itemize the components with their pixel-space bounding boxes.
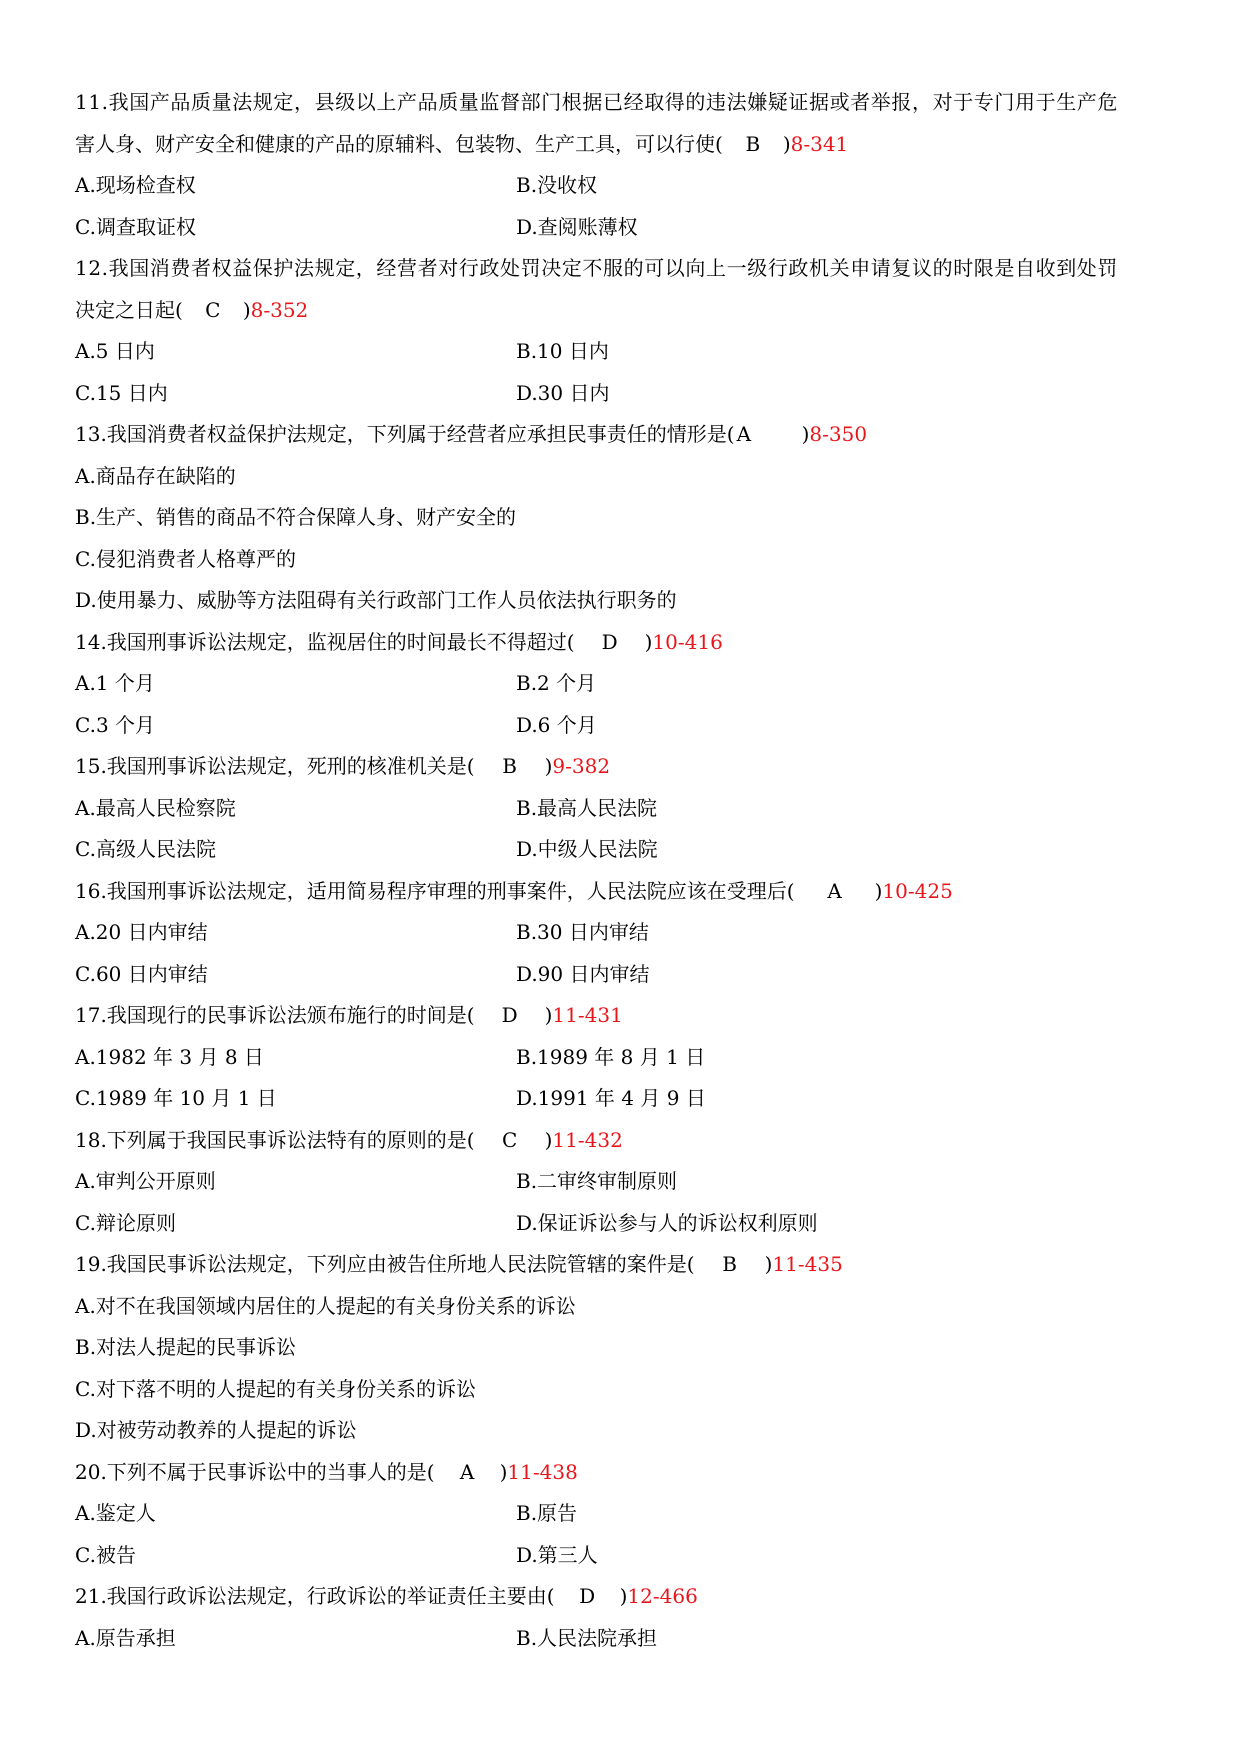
- option-d: D.1991 年 4 月 9 日: [516, 1086, 706, 1110]
- question-16: [75, 871, 1175, 996]
- chapter-page-ref: 10-416: [652, 629, 723, 654]
- question-stem-line: 12.我国消费者权益保护法规定，经营者对行政处罚决定不服的可以向上一级行政机关申请复议的时限是自收到处罚: [75, 256, 1119, 280]
- answer-letter: B: [502, 754, 517, 778]
- option-c: C.60 日内审结: [75, 961, 208, 986]
- question-stem-line: 14.我国刑事诉讼法规定，监视居住的时间最长不得超过( D )10-416: [75, 622, 1175, 664]
- option-a: A.最高人民检察院: [75, 795, 236, 820]
- option-c: C.15 日内: [75, 380, 168, 405]
- option-b: B.最高人民法院: [516, 795, 658, 820]
- chapter-page-ref: 8-350: [809, 422, 868, 446]
- chapter-page-ref: 9-382: [552, 754, 611, 778]
- option-a: A.5 日内: [75, 339, 155, 363]
- option-b: B.原告: [516, 1501, 578, 1525]
- option-a: A.现场检查权: [75, 173, 196, 197]
- chapter-page-ref: 11-438: [507, 1459, 578, 1484]
- chapter-page-ref: 10-425: [882, 878, 953, 903]
- option-c: C.高级人民法院: [75, 837, 216, 861]
- option-b: B.没收权: [516, 173, 598, 197]
- chapter-page-ref: 11-432: [552, 1127, 623, 1152]
- option-c: C.调查取证权: [75, 214, 196, 239]
- option-c: C.3 个月: [75, 712, 156, 737]
- option-b: B.人民法院承担: [516, 1625, 658, 1650]
- option-b: B.2 个月: [516, 671, 597, 695]
- option-c: C.1989 年 10 月 1 日: [75, 1086, 277, 1110]
- question-stem-line: 20.下列不属于民事诉讼中的当事人的是( A )11-438: [75, 1452, 1175, 1494]
- chapter-page-ref: 11-431: [552, 1003, 623, 1027]
- question-stem-line: 11.我国产品质量法规定，县级以上产品质量监督部门根据已经取得的违法嫌疑证据或者举报，对于专门用于生产危: [75, 90, 1119, 114]
- question-stem-line: 13.我国消费者权益保护法规定，下列属于经营者应承担民事责任的情形是( A )8-350: [75, 414, 1175, 456]
- question-21: [75, 1576, 1175, 1659]
- chapter-page-ref: 12-466: [627, 1584, 698, 1608]
- option-d: D.90 日内审结: [516, 961, 650, 986]
- answer-letter: B: [745, 131, 761, 156]
- option-d: D.中级人民法院: [516, 837, 658, 861]
- option-b: B.生产、销售的商品不符合保障人身、财产安全的: [75, 505, 517, 529]
- question-17: [75, 995, 1175, 1120]
- option-d: D.6 个月: [516, 712, 597, 737]
- question-20: [75, 1452, 1175, 1577]
- answer-letter: C: [205, 297, 221, 322]
- option-d: D.保证诉讼参与人的诉讼权利原则: [516, 1210, 818, 1235]
- option-b: B.对法人提起的民事诉讼: [75, 1335, 297, 1359]
- option-d: D.第三人: [516, 1542, 598, 1567]
- option-a: A.鉴定人: [75, 1501, 156, 1525]
- option-a: A.原告承担: [75, 1625, 176, 1650]
- answer-letter: A: [827, 878, 842, 903]
- question-list: [75, 82, 1175, 1659]
- question-19: [75, 1244, 1175, 1452]
- option-b: B.二审终审制原则: [516, 1169, 678, 1193]
- question-stem-line: 19.我国民事诉讼法规定，下列应由被告住所地人民法院管辖的案件是( B )11-435: [75, 1244, 1175, 1286]
- question-18: [75, 1120, 1175, 1245]
- option-b: B.30 日内审结: [516, 920, 649, 944]
- chapter-page-ref: 8-341: [790, 131, 849, 156]
- question-stem-line: 18.下列属于我国民事诉讼法特有的原则的是( C )11-432: [75, 1120, 1175, 1162]
- answer-letter: D: [501, 1003, 518, 1027]
- answer-letter: A: [459, 1459, 475, 1484]
- option-c: C.被告: [75, 1542, 136, 1567]
- option-c: C.侵犯消费者人格尊严的: [75, 546, 296, 571]
- question-14: [75, 622, 1175, 747]
- answer-letter: D: [579, 1584, 596, 1608]
- answer-letter: A: [736, 422, 752, 446]
- option-d: D.使用暴力、威胁等方法阻碍有关行政部门工作人员依法执行职务的: [75, 588, 677, 612]
- option-a: A.商品存在缺陷的: [75, 463, 236, 488]
- chapter-page-ref: 11-435: [772, 1252, 843, 1276]
- option-a: A.1 个月: [75, 671, 155, 695]
- question-11: [75, 82, 1175, 248]
- question-stem-line: 15.我国刑事诉讼法规定，死刑的核准机关是( B )9-382: [75, 746, 1175, 788]
- option-a: A.1982 年 3 月 8 日: [75, 1044, 264, 1069]
- question-15: [75, 746, 1175, 871]
- option-d: D.查阅账薄权: [516, 214, 638, 239]
- answer-letter: B: [722, 1252, 737, 1276]
- question-stem-line: 决定之日起( C )8-352: [75, 290, 1175, 332]
- option-d: D.对被劳动教养的人提起的诉讼: [75, 1418, 357, 1442]
- question-stem-line: 17.我国现行的民事诉讼法颁布施行的时间是( D )11-431: [75, 995, 1175, 1037]
- answer-letter: C: [501, 1127, 518, 1152]
- option-c: C.辩论原则: [75, 1210, 176, 1235]
- option-c: C.对下落不明的人提起的有关身份关系的诉讼: [75, 1376, 476, 1401]
- option-b: B.10 日内: [516, 339, 609, 363]
- option-d: D.30 日内: [516, 380, 610, 405]
- chapter-page-ref: 8-352: [250, 297, 309, 322]
- question-stem-line: 16.我国刑事诉讼法规定，适用简易程序审理的刑事案件，人民法院应该在受理后( A )10-425: [75, 871, 1175, 913]
- question-stem-line: 21.我国行政诉讼法规定，行政诉讼的举证责任主要由( D )12-466: [75, 1576, 1175, 1618]
- option-a: A.审判公开原则: [75, 1169, 216, 1193]
- answer-letter: D: [601, 629, 618, 654]
- option-a: A.对不在我国领域内居住的人提起的有关身份关系的诉讼: [75, 1293, 576, 1318]
- question-13: [75, 414, 1175, 622]
- question-stem-line: 害人身、财产安全和健康的产品的原辅料、包装物、生产工具，可以行使( B )8-341: [75, 124, 1175, 166]
- option-b: B.1989 年 8 月 1 日: [516, 1044, 706, 1069]
- option-a: A.20 日内审结: [75, 920, 208, 944]
- question-12: [75, 248, 1175, 414]
